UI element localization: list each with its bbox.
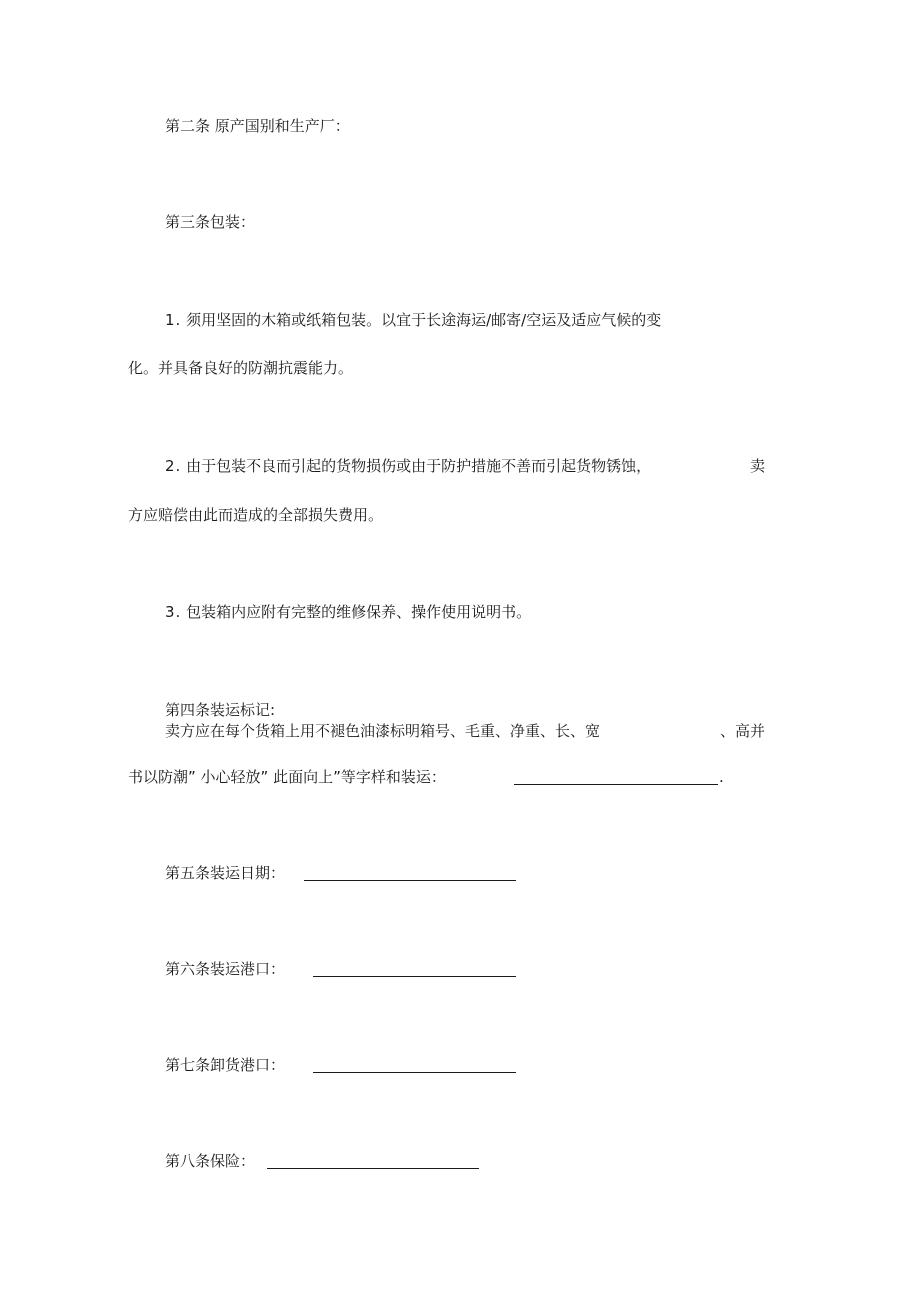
article6-label: 第六条装运港口： <box>165 960 286 978</box>
article3-heading: 第三条包装： <box>165 213 256 231</box>
article4-line2-end: . <box>719 768 724 786</box>
article4-line2-text: 书以防潮” 小心轻放” 此面向上”等字样和装运： <box>128 768 446 786</box>
article5-label: 第五条装运日期： <box>165 864 286 882</box>
article4-line1-tail: 、高并 <box>720 722 766 740</box>
article7-label: 第七条卸货港口： <box>165 1056 286 1074</box>
item2-number: 2. <box>165 457 182 475</box>
insurance-blank[interactable] <box>267 1154 479 1169</box>
discharge-port-blank[interactable] <box>313 1058 516 1073</box>
article3-item3-line1 <box>165 602 531 622</box>
shipment-date-blank[interactable] <box>304 866 516 881</box>
article3-item2-line2: 方应赔偿由此而造成的全部损失费用。 <box>128 506 384 524</box>
article4-heading: 第四条装运标记: <box>165 701 276 719</box>
item3-number: 3. <box>165 603 182 621</box>
shipping-mark-blank[interactable] <box>514 770 718 785</box>
item1-text: 须用坚固的木箱或纸箱包装。以宜于长途海运/邮寄/空运及适应气候的变 <box>186 311 662 329</box>
article4-line1: 卖方应在每个货箱上用不褪色油漆标明箱号、毛重、净重、长、宽 <box>165 722 601 740</box>
item3-text: 包装箱内应附有完整的维修保养、操作使用说明书。 <box>186 603 532 621</box>
article3-item2-line1-tail: 卖 <box>750 457 766 475</box>
item2-text: 由于包装不良而引起的货物损伤或由于防护措施不善而引起货物锈蚀， <box>186 457 652 475</box>
item1-number: 1. <box>165 311 182 329</box>
article8-label: 第八条保险： <box>165 1152 256 1170</box>
article3-item1-line2: 化。并具备良好的防潮抗震能力。 <box>128 359 354 377</box>
article3-item2-line1 <box>165 456 651 476</box>
article4-line2 <box>128 767 446 787</box>
article2-heading: 第二条 原产国别和生产厂： <box>165 117 350 135</box>
loading-port-blank[interactable] <box>313 962 516 977</box>
article3-item1-line1 <box>165 310 661 330</box>
